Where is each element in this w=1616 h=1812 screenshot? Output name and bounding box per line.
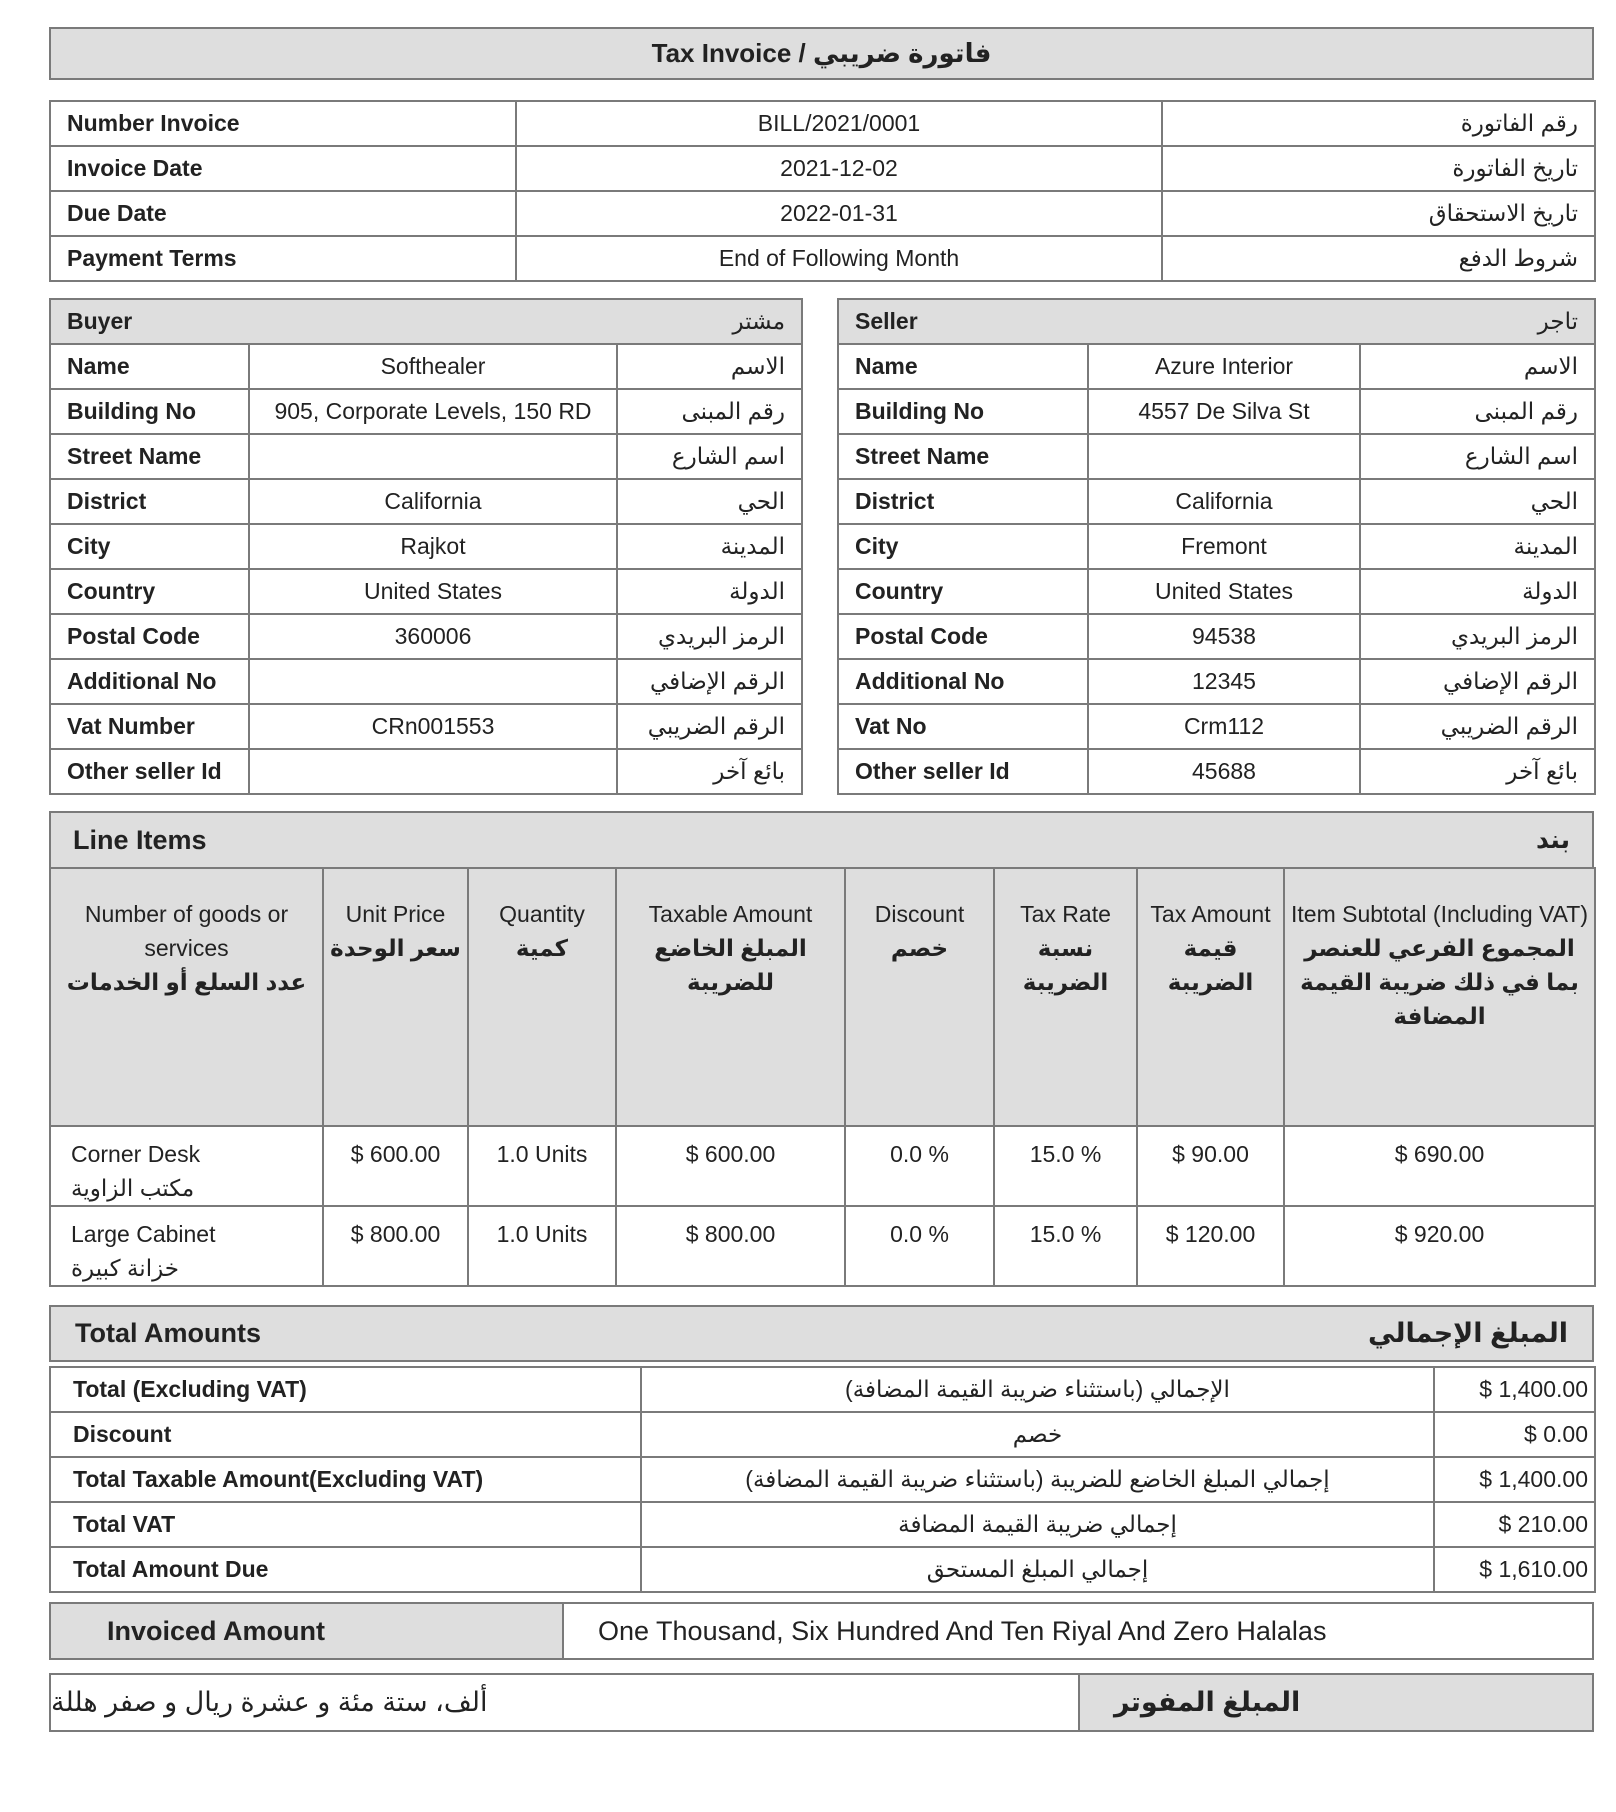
invoiced-amount-words-ar: ألف، ستة مئة و عشرة ريال و صفر هللة (51, 1687, 488, 1717)
item-name-ar: مكتب الزاوية (71, 1175, 195, 1201)
totals-label: Discount (50, 1412, 641, 1457)
col-header-ar: عدد السلع أو الخدمات (66, 969, 307, 995)
seller-label-ar: الرمز البريدي (1360, 614, 1595, 659)
totals-row (50, 1412, 1595, 1457)
col-header-en: Tax Rate (1020, 901, 1111, 927)
info-value-payment-terms: End of Following Month (516, 236, 1162, 281)
total-amount-due: $ 1,610.00 (1434, 1547, 1595, 1592)
buyer-label: Street Name (50, 434, 249, 479)
item-discount: 0.0 % (845, 1206, 994, 1286)
col-header-ar: قيمة الضريبة (1167, 935, 1254, 995)
buyer-label: Name (50, 344, 249, 389)
buyer-value-country: United States (249, 569, 617, 614)
seller-value-country: United States (1088, 569, 1360, 614)
buyer-row (50, 434, 802, 479)
item-tax-rate: 15.0 % (994, 1126, 1137, 1206)
buyer-value-name: Softhealer (249, 344, 617, 389)
buyer-label-ar: الرمز البريدي (617, 614, 802, 659)
buyer-header (50, 299, 802, 344)
buyer-heading: Buyer (50, 299, 617, 344)
col-header-quantity (468, 868, 616, 1126)
totals-row (50, 1457, 1595, 1502)
info-value-invoice-date: 2021-12-02 (516, 146, 1162, 191)
buyer-row (50, 524, 802, 569)
seller-row (838, 434, 1595, 479)
buyer-row (50, 614, 802, 659)
buyer-row (50, 389, 802, 434)
item-unit-price: $ 600.00 (323, 1126, 468, 1206)
seller-label-ar: بائع آخر (1360, 749, 1595, 794)
line-item-row (50, 1126, 1595, 1206)
seller-heading: Seller (838, 299, 1360, 344)
info-label: Due Date (50, 191, 516, 236)
buyer-label-ar: الرقم الضريبي (617, 704, 802, 749)
buyer-label: Other seller Id (50, 749, 249, 794)
totals-row (50, 1367, 1595, 1412)
buyer-row (50, 344, 802, 389)
info-value-invoice-number: BILL/2021/0001 (516, 101, 1162, 146)
item-name: Large Cabinet (71, 1221, 216, 1247)
seller-label-ar: الدولة (1360, 569, 1595, 614)
item-subtotal: $ 690.00 (1284, 1126, 1595, 1206)
line-items-heading: Line Items (73, 824, 207, 855)
item-taxable-amount: $ 600.00 (616, 1126, 845, 1206)
totals-label-ar: إجمالي ضريبة القيمة المضافة (641, 1502, 1434, 1547)
line-items-header-row (50, 868, 1595, 1126)
info-row-due-date (50, 191, 1595, 236)
item-description (50, 1206, 323, 1286)
buyer-row (50, 659, 802, 704)
info-row-payment-terms (50, 236, 1595, 281)
col-header-ar: نسبة الضريبة (1022, 935, 1109, 995)
buyer-row (50, 479, 802, 524)
col-header-discount (845, 868, 994, 1126)
total-vat-amount: $ 210.00 (1434, 1502, 1595, 1547)
info-label: Number Invoice (50, 101, 516, 146)
seller-label-ar: رقم المبنى (1360, 389, 1595, 434)
total-taxable-amount: $ 1,400.00 (1434, 1457, 1595, 1502)
item-taxable-amount: $ 800.00 (616, 1206, 845, 1286)
seller-row (838, 479, 1595, 524)
seller-row (838, 749, 1595, 794)
col-header-en: Discount (874, 901, 965, 927)
seller-label-ar: الرقم الضريبي (1360, 704, 1595, 749)
buyer-label: Building No (50, 389, 249, 434)
buyer-row (50, 704, 802, 749)
seller-value-building: 4557 De Silva St (1088, 389, 1360, 434)
info-row-number (50, 101, 1595, 146)
info-label-ar: تاريخ الاستحقاق (1162, 191, 1595, 236)
totals-label: Total Amount Due (50, 1547, 641, 1592)
invoice-title-bar (49, 27, 1594, 80)
buyer-value-city: Rajkot (249, 524, 617, 569)
seller-label: Additional No (838, 659, 1088, 704)
seller-row (838, 659, 1595, 704)
totals-heading-ar: المبلغ الإجمالي (1368, 1318, 1568, 1348)
invoiced-amount-label-ar: المبلغ المفوتر (1078, 1675, 1592, 1730)
invoiced-amount-label: Invoiced Amount (51, 1604, 564, 1658)
seller-value-vat: Crm112 (1088, 704, 1360, 749)
col-header-en: Unit Price (345, 901, 446, 927)
col-header-tax-amount (1137, 868, 1284, 1126)
info-label-ar: شروط الدفع (1162, 236, 1595, 281)
line-items-heading-ar: بند (1535, 826, 1570, 854)
seller-value-street (1088, 434, 1360, 479)
item-name: Corner Desk (71, 1141, 201, 1167)
seller-label-ar: اسم الشارع (1360, 434, 1595, 479)
buyer-value-additional-no (249, 659, 617, 704)
seller-label: Other seller Id (838, 749, 1088, 794)
line-items-table (49, 867, 1596, 1287)
buyer-row (50, 749, 802, 794)
col-header-en: Tax Amount (1150, 901, 1271, 927)
item-discount: 0.0 % (845, 1126, 994, 1206)
buyer-heading-ar: مشتر (617, 299, 802, 344)
totals-label: Total Taxable Amount(Excluding VAT) (50, 1457, 641, 1502)
info-label-ar: تاريخ الفاتورة (1162, 146, 1595, 191)
buyer-table (49, 298, 803, 795)
item-name-ar: خزانة كبيرة (71, 1255, 179, 1281)
seller-label: Vat No (838, 704, 1088, 749)
buyer-label-ar: الاسم (617, 344, 802, 389)
totals-label: Total (Excluding VAT) (50, 1367, 641, 1412)
info-value-due-date: 2022-01-31 (516, 191, 1162, 236)
item-quantity: 1.0 Units (468, 1206, 616, 1286)
buyer-value-district: California (249, 479, 617, 524)
invoice-info-table (49, 100, 1596, 282)
item-subtotal: $ 920.00 (1284, 1206, 1595, 1286)
seller-value-other-id: 45688 (1088, 749, 1360, 794)
info-label: Invoice Date (50, 146, 516, 191)
seller-label-ar: الرقم الإضافي (1360, 659, 1595, 704)
seller-label: Street Name (838, 434, 1088, 479)
totals-label-ar: الإجمالي (باستثناء ضريبة القيمة المضافة) (641, 1367, 1434, 1412)
seller-label: Name (838, 344, 1088, 389)
item-quantity: 1.0 Units (468, 1126, 616, 1206)
col-header-goods (50, 868, 323, 1126)
seller-label-ar: الحي (1360, 479, 1595, 524)
invoiced-amount-en (49, 1602, 1594, 1660)
item-tax-amount: $ 120.00 (1137, 1206, 1284, 1286)
buyer-label: City (50, 524, 249, 569)
col-header-en: Item Subtotal (Including VAT) (1291, 901, 1589, 927)
totals-table (49, 1366, 1596, 1593)
totals-title-bar (49, 1305, 1594, 1362)
col-header-en: Number of goods or services (84, 901, 289, 961)
info-label: Payment Terms (50, 236, 516, 281)
buyer-row (50, 569, 802, 614)
seller-label: Country (838, 569, 1088, 614)
item-unit-price: $ 800.00 (323, 1206, 468, 1286)
col-header-ar: المبلغ الخاضع للضريبة (654, 935, 807, 995)
buyer-label: Country (50, 569, 249, 614)
buyer-label: District (50, 479, 249, 524)
seller-value-name: Azure Interior (1088, 344, 1360, 389)
total-excluding-vat-amount: $ 1,400.00 (1434, 1367, 1595, 1412)
line-item-row (50, 1206, 1595, 1286)
info-label-ar: رقم الفاتورة (1162, 101, 1595, 146)
buyer-label: Postal Code (50, 614, 249, 659)
buyer-label-ar: اسم الشارع (617, 434, 802, 479)
invoiced-amount-ar (49, 1673, 1594, 1732)
buyer-label-ar: بائع آخر (617, 749, 802, 794)
buyer-value-building: 905, Corporate Levels, 150 RD (249, 389, 617, 434)
buyer-value-vat: CRn001553 (249, 704, 617, 749)
seller-label: Building No (838, 389, 1088, 434)
invoiced-amount-words: One Thousand, Six Hundred And Ten Riyal And Zero Halalas (598, 1615, 1327, 1646)
col-header-subtotal (1284, 868, 1595, 1126)
totals-label-ar: إجمالي المبلغ المستحق (641, 1547, 1434, 1592)
col-header-en: Taxable Amount (648, 901, 813, 927)
col-header-ar: المجموع الفرعي للعنصر بما في ذلك ضريبة القيمة المضافة (1300, 935, 1579, 1029)
totals-heading: Total Amounts (75, 1318, 261, 1348)
seller-row (838, 569, 1595, 614)
info-row-invoice-date (50, 146, 1595, 191)
col-header-en: Quantity (499, 901, 585, 927)
col-header-unit-price (323, 868, 468, 1126)
col-header-tax-rate (994, 868, 1137, 1126)
col-header-taxable-amount (616, 868, 845, 1126)
totals-label-ar: إجمالي المبلغ الخاضع للضريبة (باستثناء ضريبة القيمة المضافة) (641, 1457, 1434, 1502)
seller-label: District (838, 479, 1088, 524)
totals-label: Total VAT (50, 1502, 641, 1547)
item-description (50, 1126, 323, 1206)
totals-row (50, 1547, 1595, 1592)
seller-label-ar: المدينة (1360, 524, 1595, 569)
seller-value-postal-code: 94538 (1088, 614, 1360, 659)
item-tax-rate: 15.0 % (994, 1206, 1137, 1286)
seller-row (838, 524, 1595, 569)
seller-row (838, 344, 1595, 389)
seller-label: Postal Code (838, 614, 1088, 659)
buyer-label-ar: المدينة (617, 524, 802, 569)
total-discount-amount: $ 0.00 (1434, 1412, 1595, 1457)
buyer-value-postal-code: 360006 (249, 614, 617, 659)
seller-value-city: Fremont (1088, 524, 1360, 569)
buyer-label-ar: رقم المبنى (617, 389, 802, 434)
line-items-title-bar (49, 811, 1594, 869)
buyer-label: Vat Number (50, 704, 249, 749)
seller-row (838, 704, 1595, 749)
buyer-label: Additional No (50, 659, 249, 704)
seller-row (838, 614, 1595, 659)
col-header-ar: خصم (890, 935, 949, 961)
buyer-value-other-id (249, 749, 617, 794)
seller-table (837, 298, 1596, 795)
col-header-ar: كمية (515, 935, 569, 961)
seller-value-additional-no: 12345 (1088, 659, 1360, 704)
seller-row (838, 389, 1595, 434)
seller-header (838, 299, 1595, 344)
buyer-label-ar: الدولة (617, 569, 802, 614)
buyer-label-ar: الرقم الإضافي (617, 659, 802, 704)
seller-label-ar: الاسم (1360, 344, 1595, 389)
invoice-title: Tax Invoice / فاتورة ضريبي (651, 38, 992, 68)
buyer-label-ar: الحي (617, 479, 802, 524)
col-header-ar: سعر الوحدة (330, 935, 461, 961)
seller-heading-ar: تاجر (1360, 299, 1595, 344)
item-tax-amount: $ 90.00 (1137, 1126, 1284, 1206)
seller-label: City (838, 524, 1088, 569)
totals-label-ar: خصم (641, 1412, 1434, 1457)
seller-value-district: California (1088, 479, 1360, 524)
buyer-value-street (249, 434, 617, 479)
totals-row (50, 1502, 1595, 1547)
